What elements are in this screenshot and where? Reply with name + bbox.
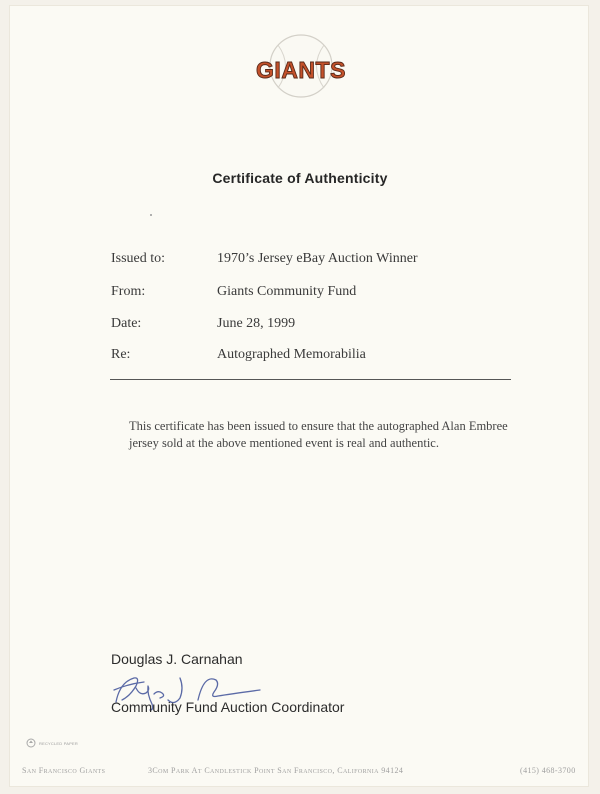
logo-text: GIANTS [256, 57, 346, 83]
issued-to-value: 1970’s Jersey eBay Auction Winner [217, 251, 418, 266]
date-label: Date: [111, 316, 142, 331]
divider-rule [110, 379, 511, 380]
date-value: June 28, 1999 [217, 316, 296, 331]
footer-org: San Francisco Giants [22, 766, 106, 775]
signer-name: Douglas J. Carnahan [111, 651, 243, 667]
from-label: From: [111, 284, 146, 299]
signer-title: Community Fund Auction Coordinator [111, 699, 345, 715]
certificate-paper [10, 6, 588, 786]
recycle-icon [26, 738, 36, 748]
re-value: Autographed Memorabilia [217, 347, 366, 362]
footer-address: 3Com Park At Candlestick Point San Francisco, California 94124 [148, 766, 404, 775]
issued-to-label: Issued to: [111, 251, 166, 266]
paper-speck [150, 214, 152, 216]
giants-logo [248, 32, 354, 100]
re-label: Re: [111, 347, 131, 362]
certificate-statement: This certificate has been issued to ensure that the autographed Alan Embree jersey sold at the above mentioned event is real and authentic. [129, 419, 508, 450]
certificate-title: Certificate of Authenticity [212, 170, 388, 186]
footer-phone: (415) 468-3700 [520, 766, 576, 775]
recycled-paper-text: RECYCLED PAPER [39, 740, 78, 746]
from-value: Giants Community Fund [217, 284, 357, 299]
recycled-paper-mark [26, 738, 78, 748]
